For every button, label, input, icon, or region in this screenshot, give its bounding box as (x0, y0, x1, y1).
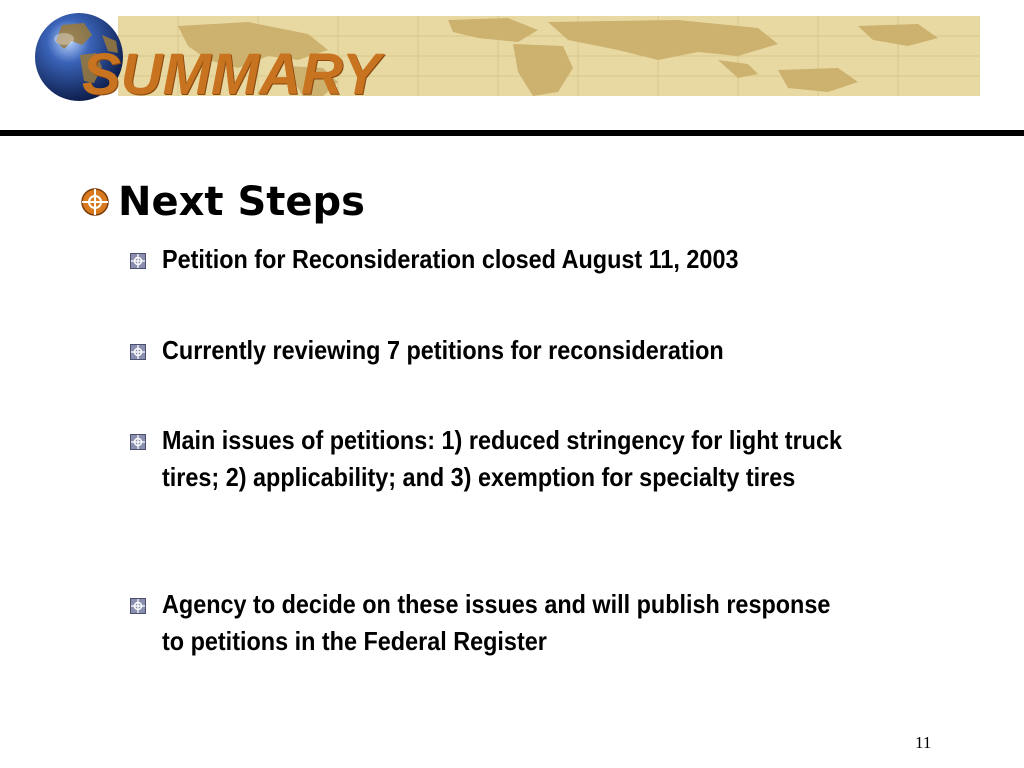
title-divider (0, 130, 1024, 136)
bullet-text: Agency to decide on these issues and will publish response to petitions in the Federal Register (162, 589, 831, 656)
square-target-bullet-icon (130, 434, 146, 450)
square-target-bullet-icon (130, 598, 146, 614)
heading-item (80, 179, 365, 225)
bullet-text: Main issues of petitions: 1) reduced stringency for light truck tires; 2) applicability; and 3) exemption for specialty tires (162, 425, 843, 492)
bullet-text: Currently reviewing 7 petitions for reconsideration (162, 335, 724, 365)
bullet-item (130, 422, 930, 496)
bullet-text: Petition for Reconsideration closed August 11, 2003 (162, 244, 739, 274)
section-heading: Next Steps (118, 179, 365, 225)
orange-target-bullet-icon (80, 187, 110, 217)
slide-title: SUMMARY (82, 42, 381, 107)
bullet-item (130, 241, 930, 278)
page-number: 11 (915, 733, 932, 752)
bullet-item (130, 332, 930, 369)
square-target-bullet-icon (130, 253, 146, 269)
bullet-item (130, 586, 930, 660)
square-target-bullet-icon (130, 344, 146, 360)
